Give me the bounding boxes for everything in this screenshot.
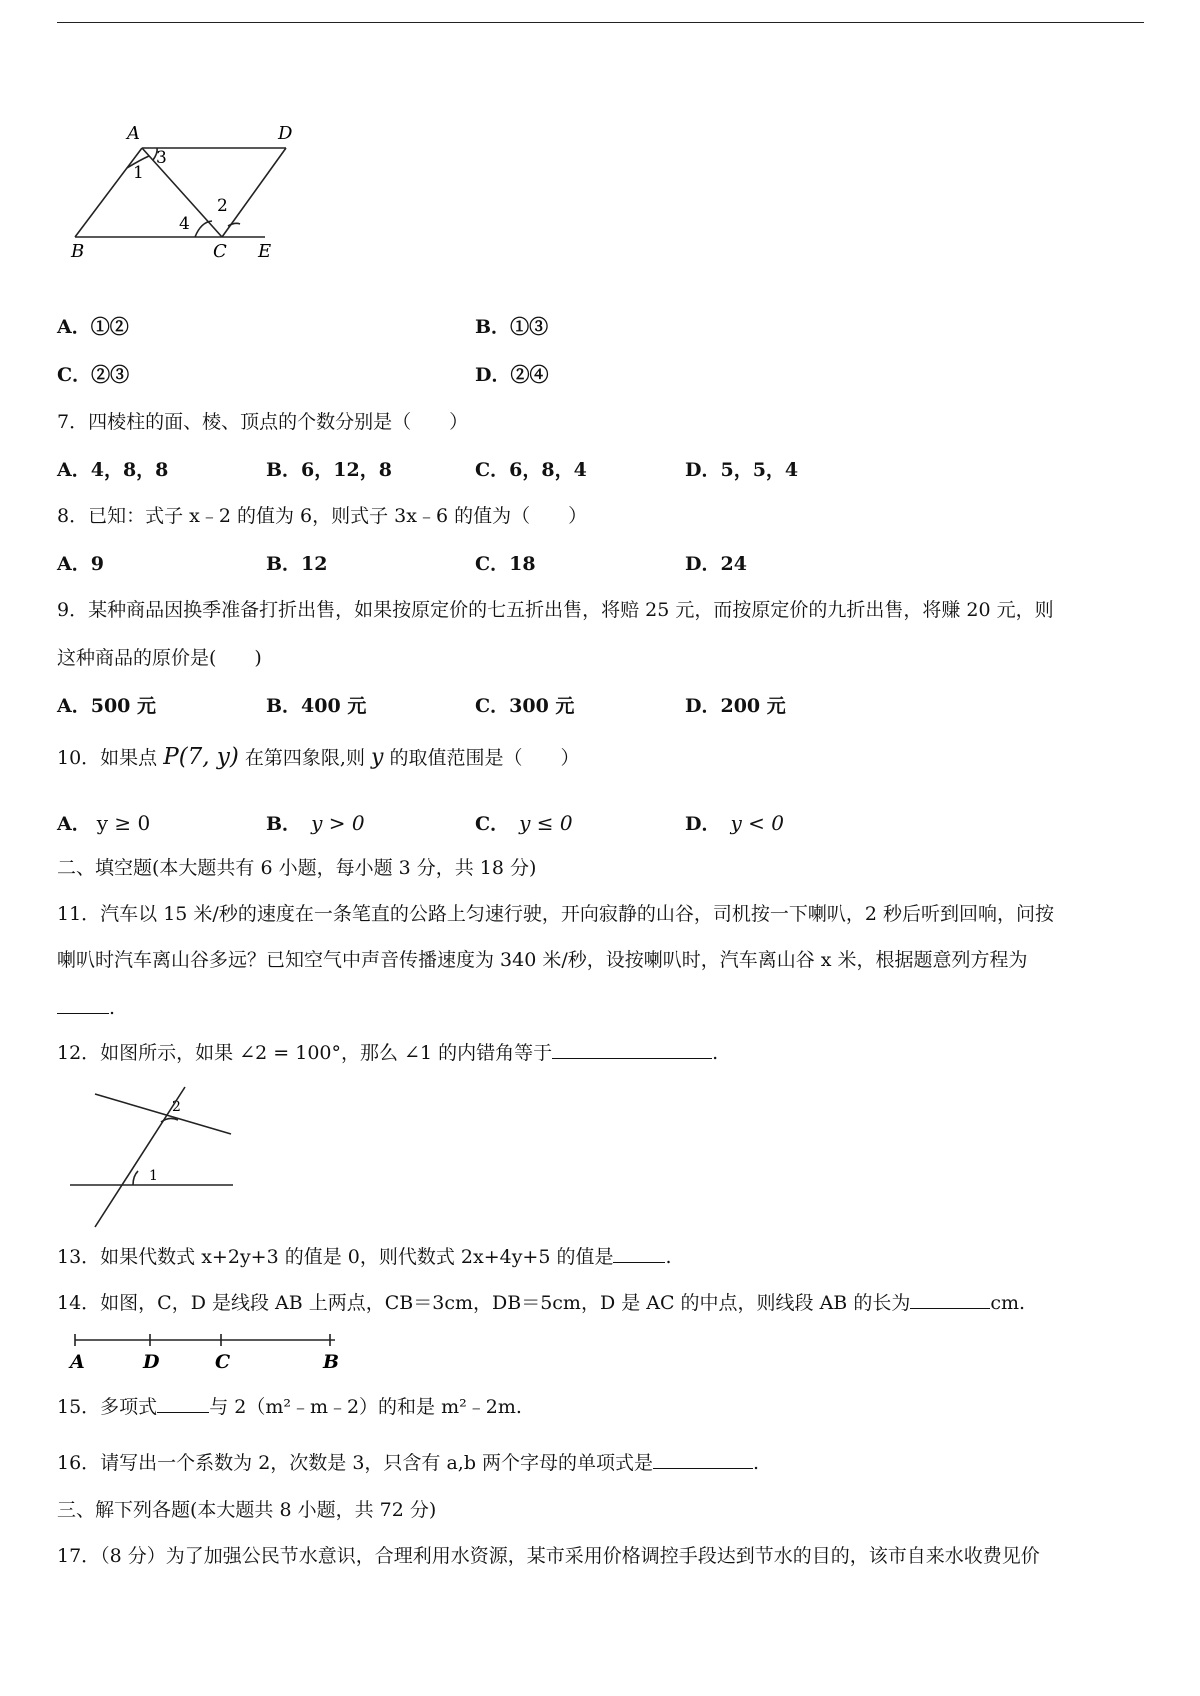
q6-option-a[interactable] <box>57 315 129 339</box>
option-text: y ≤ 0 <box>519 811 573 835</box>
q10-option-c[interactable] <box>475 811 573 836</box>
q11-line2: 喇叭时汽车离山谷多远？已知空气中声音传播速度为 340 米/秒，设按喇叭时，汽车离山谷 x 米，根据题意列方程为 <box>57 949 1028 971</box>
q6-option-d[interactable] <box>475 363 549 387</box>
option-text: ①② <box>90 316 129 338</box>
q15-stem <box>57 1395 522 1419</box>
q7-option-b[interactable]: B．6，12，8 <box>266 459 392 481</box>
label-angle-2: 2 <box>172 1099 181 1115</box>
q9-option-a[interactable]: A．500 元 <box>57 695 157 717</box>
q9-option-c[interactable]: C．300 元 <box>475 695 575 717</box>
q16-answer-blank[interactable] <box>653 1452 753 1469</box>
label-C: C <box>215 1351 231 1373</box>
q10-option-d[interactable] <box>685 811 784 836</box>
option-key: A． <box>57 813 91 835</box>
q15-pre: 15．多项式 <box>57 1396 158 1418</box>
q10-stem-post: 的取值范围是（ ） <box>383 747 580 769</box>
option-text: ①③ <box>510 316 549 338</box>
option-key: D． <box>475 364 511 386</box>
q7-option-d[interactable]: D．5，5，4 <box>685 459 799 481</box>
option-text: y > 0 <box>311 811 365 835</box>
q6-option-c[interactable] <box>57 363 129 387</box>
option-key: B． <box>475 316 511 338</box>
figure-intersecting-lines <box>65 1082 245 1232</box>
q8-option-c[interactable]: C．18 <box>475 553 536 575</box>
q10-var: y <box>371 745 384 770</box>
q10-option-a[interactable] <box>57 811 150 836</box>
q16-post: . <box>753 1452 760 1474</box>
q13-answer-blank[interactable] <box>613 1246 665 1263</box>
q9-option-b[interactable]: B．400 元 <box>266 695 367 717</box>
label-A: A <box>127 123 140 144</box>
q9-option-d[interactable]: D．200 元 <box>685 695 786 717</box>
label-angle-2: 2 <box>217 196 228 216</box>
label-C: C <box>213 241 227 262</box>
option-text: ②④ <box>510 364 549 386</box>
q11-end: . <box>109 997 116 1019</box>
q10-option-b[interactable] <box>266 811 365 836</box>
q14-answer-blank[interactable] <box>910 1292 990 1309</box>
figure-parallelogram <box>65 120 315 270</box>
label-A: A <box>70 1351 85 1373</box>
option-key: D． <box>685 813 721 835</box>
q10-stem-pre: 10．如果点 <box>57 747 164 769</box>
q16-pre: 16．请写出一个系数为 2，次数是 3，只含有 a,b 两个字母的单项式是 <box>57 1452 654 1474</box>
q7-option-a[interactable]: A．4，8，8 <box>57 459 169 481</box>
q13-post: . <box>665 1246 672 1268</box>
option-key: A． <box>57 316 91 338</box>
q8-stem: 8．已知：式子 x﹣2 的值为 6，则式子 3x﹣6 的值为（ ） <box>57 505 588 527</box>
option-text: ②③ <box>91 364 130 386</box>
label-angle-3: 3 <box>156 148 167 168</box>
q7-option-c[interactable]: C．6，8，4 <box>475 459 587 481</box>
label-B: B <box>71 241 85 262</box>
q10-stem <box>57 745 580 770</box>
section-2-heading: 二、填空题(本大题共有 6 小题，每小题 3 分，共 18 分) <box>57 857 537 879</box>
label-E: E <box>258 241 272 262</box>
label-angle-1: 1 <box>133 163 144 183</box>
q14-stem <box>57 1291 1025 1315</box>
q9-stem-line2: 这种商品的原价是( ) <box>57 647 262 669</box>
q6-option-b[interactable] <box>475 315 548 339</box>
option-text: y < 0 <box>730 811 784 835</box>
q9-stem-line1: 9．某种商品因换季准备打折出售，如果按原定价的七五折出售，将赔 25 元，而按原定价的九折出售，将赚 20 元，则 <box>57 599 1054 621</box>
q13-pre: 13．如果代数式 x+2y+3 的值是 0，则代数式 2x+4y+5 的值是 <box>57 1246 614 1268</box>
label-B: B <box>323 1351 340 1373</box>
q12-answer-blank[interactable] <box>552 1042 712 1059</box>
label-angle-4: 4 <box>179 214 190 234</box>
option-key: C． <box>57 364 92 386</box>
label-D: D <box>143 1351 160 1373</box>
q17-stem: 17．（8 分）为了加强公民节水意识，合理利用水资源，某市采用价格调控手段达到节水的目的，该市自来水收费见价 <box>57 1545 1040 1567</box>
figure-segment <box>65 1330 355 1378</box>
option-key: B． <box>266 813 302 835</box>
q13-stem <box>57 1245 672 1269</box>
q12-stem <box>57 1041 718 1065</box>
q7-stem: 7．四棱柱的面、棱、顶点的个数分别是（ ） <box>57 411 469 433</box>
q11-answer-blank[interactable] <box>57 997 109 1014</box>
option-key: C． <box>475 813 510 835</box>
q15-post: 与 2（m²﹣m﹣2）的和是 m²﹣2m. <box>209 1396 522 1418</box>
q8-option-a[interactable]: A．9 <box>57 553 104 575</box>
q14-post: cm. <box>990 1292 1026 1314</box>
q12-pre: 12．如图所示，如果 ∠2 = 100°，那么 ∠1 的内错角等于 <box>57 1042 553 1064</box>
q8-option-b[interactable]: B．12 <box>266 553 328 575</box>
q10-stem-mid: 在第四象限,则 <box>238 747 372 769</box>
section-3-heading: 三、解下列各题(本大题共 8 小题，共 72 分) <box>57 1499 437 1521</box>
q12-post: . <box>712 1042 719 1064</box>
q10-point: P(7, y) <box>163 744 239 770</box>
header-rule <box>57 22 1144 23</box>
q11-line3 <box>57 996 115 1020</box>
q8-option-d[interactable]: D．24 <box>685 553 747 575</box>
q16-stem <box>57 1451 759 1475</box>
q14-pre: 14．如图，C，D 是线段 AB 上两点，CB＝3cm，DB＝5cm，D 是 AC 的中点，则线段 AB 的长为 <box>57 1292 911 1314</box>
option-text: y ≥ 0 <box>96 811 151 835</box>
label-angle-1: 1 <box>149 1168 158 1184</box>
q15-answer-blank[interactable] <box>157 1396 209 1413</box>
label-D: D <box>278 123 293 144</box>
q11-line1: 11．汽车以 15 米/秒的速度在一条笔直的公路上匀速行驶，开向寂静的山谷，司机按一下喇叭，2 秒后听到回响，问按 <box>57 903 1054 925</box>
